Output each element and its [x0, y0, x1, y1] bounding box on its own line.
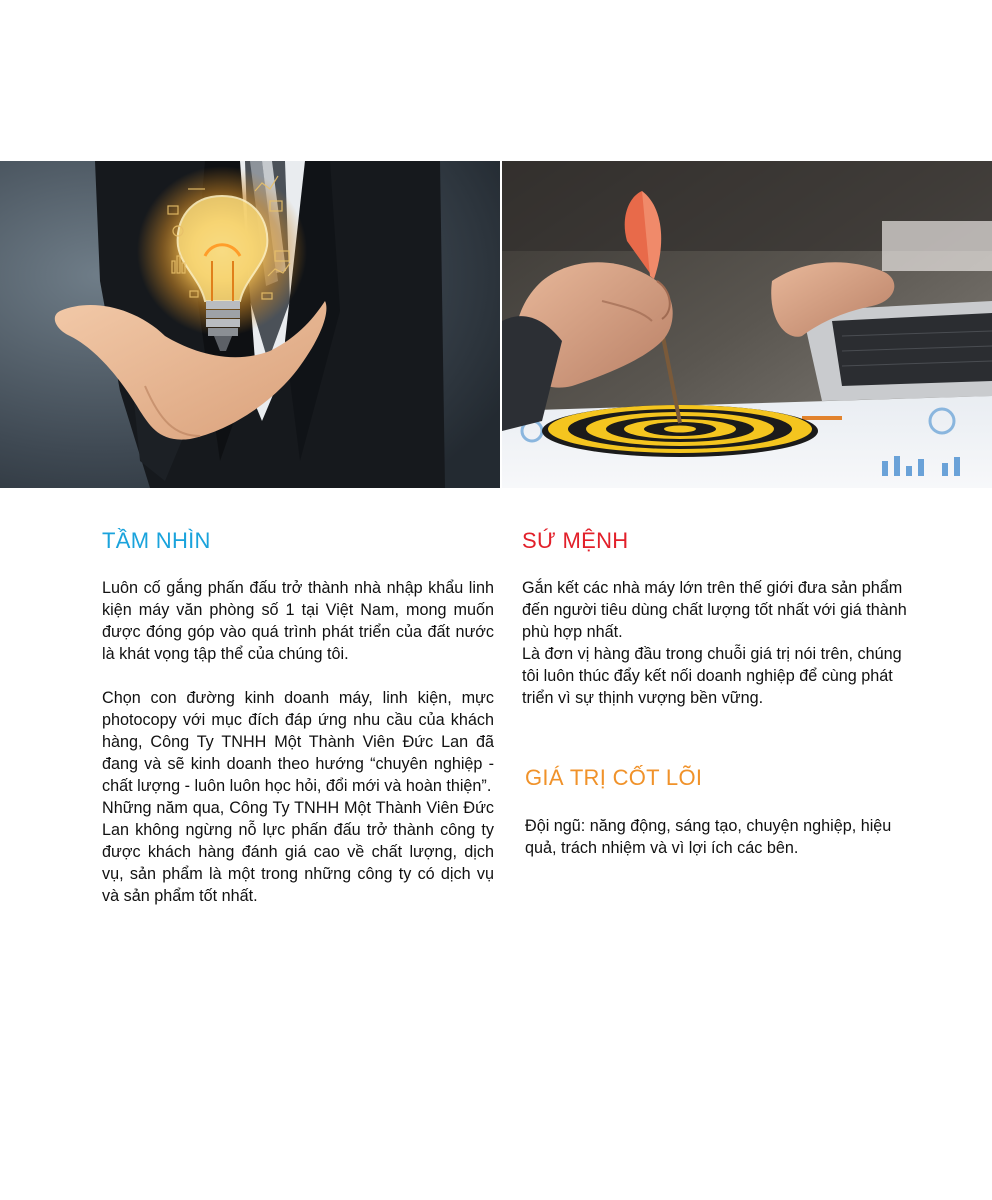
vision-paragraph-1: Luôn cố gắng phấn đấu trở thành nhà nhập khẩu linh kiện máy văn phòng số 1 tại Việt Nam, mong muốn được đóng góp vào quá trình phát triển của đất nước là khát vọng tập thể của chúng tôi. — [102, 579, 494, 663]
mission-paragraph-1: Gắn kết các nhà máy lớn trên thế giới đưa sản phẩm đến người tiêu dùng chất lượng tốt nhất với giá thành phù hợp nhất. — [522, 579, 907, 641]
core-values-text — [525, 815, 910, 859]
vision-title: TẦM NHÌN — [102, 528, 211, 553]
vision-paragraph-3: Những năm qua, Công Ty TNHH Một Thành Viên Đức Lan không ngừng nỗ lực phấn đấu trở thành công ty được khách hàng đánh giá cao về chất lượng, dịch vụ, sản phẩm là một trong những công ty có dịch vụ và sản phẩm tốt nhất. — [102, 799, 494, 905]
mission-text — [522, 577, 914, 709]
core-values-paragraph-1: Đội ngũ: năng động, sáng tạo, chuyện nghiệp, hiệu quả, trách nhiệm và vì lợi ích các bên. — [525, 817, 892, 857]
vision-paragraph-2: Chọn con đường kinh doanh máy, linh kiện, mực photocopy với mục đích đáp ứng nhu cầu của khách hàng, Công Ty TNHH Một Thành Viên Đức Lan đã đang và sẽ kinh doanh theo hướng “chuyên nghiệp - chất lượng - luôn luôn học hỏi, đổi mới và hoàn thiện”. — [102, 689, 494, 795]
lightbulb-in-hand-photo — [0, 161, 500, 488]
dart-on-target-icon — [502, 161, 992, 488]
core-values-title: GIÁ TRỊ CỐT LÕI — [525, 765, 703, 790]
mission-title: SỨ MỆNH — [522, 528, 629, 553]
dart-target-photo — [502, 161, 992, 488]
vision-text — [102, 577, 494, 907]
mission-paragraph-2: Là đơn vị hàng đầu trong chuỗi giá trị nói trên, chúng tôi luôn thúc đẩy kết nối doanh nghiệp để cùng phát triển vì sự thịnh vượng bền vững. — [522, 645, 902, 707]
lightbulb-in-hand-icon — [0, 161, 500, 488]
